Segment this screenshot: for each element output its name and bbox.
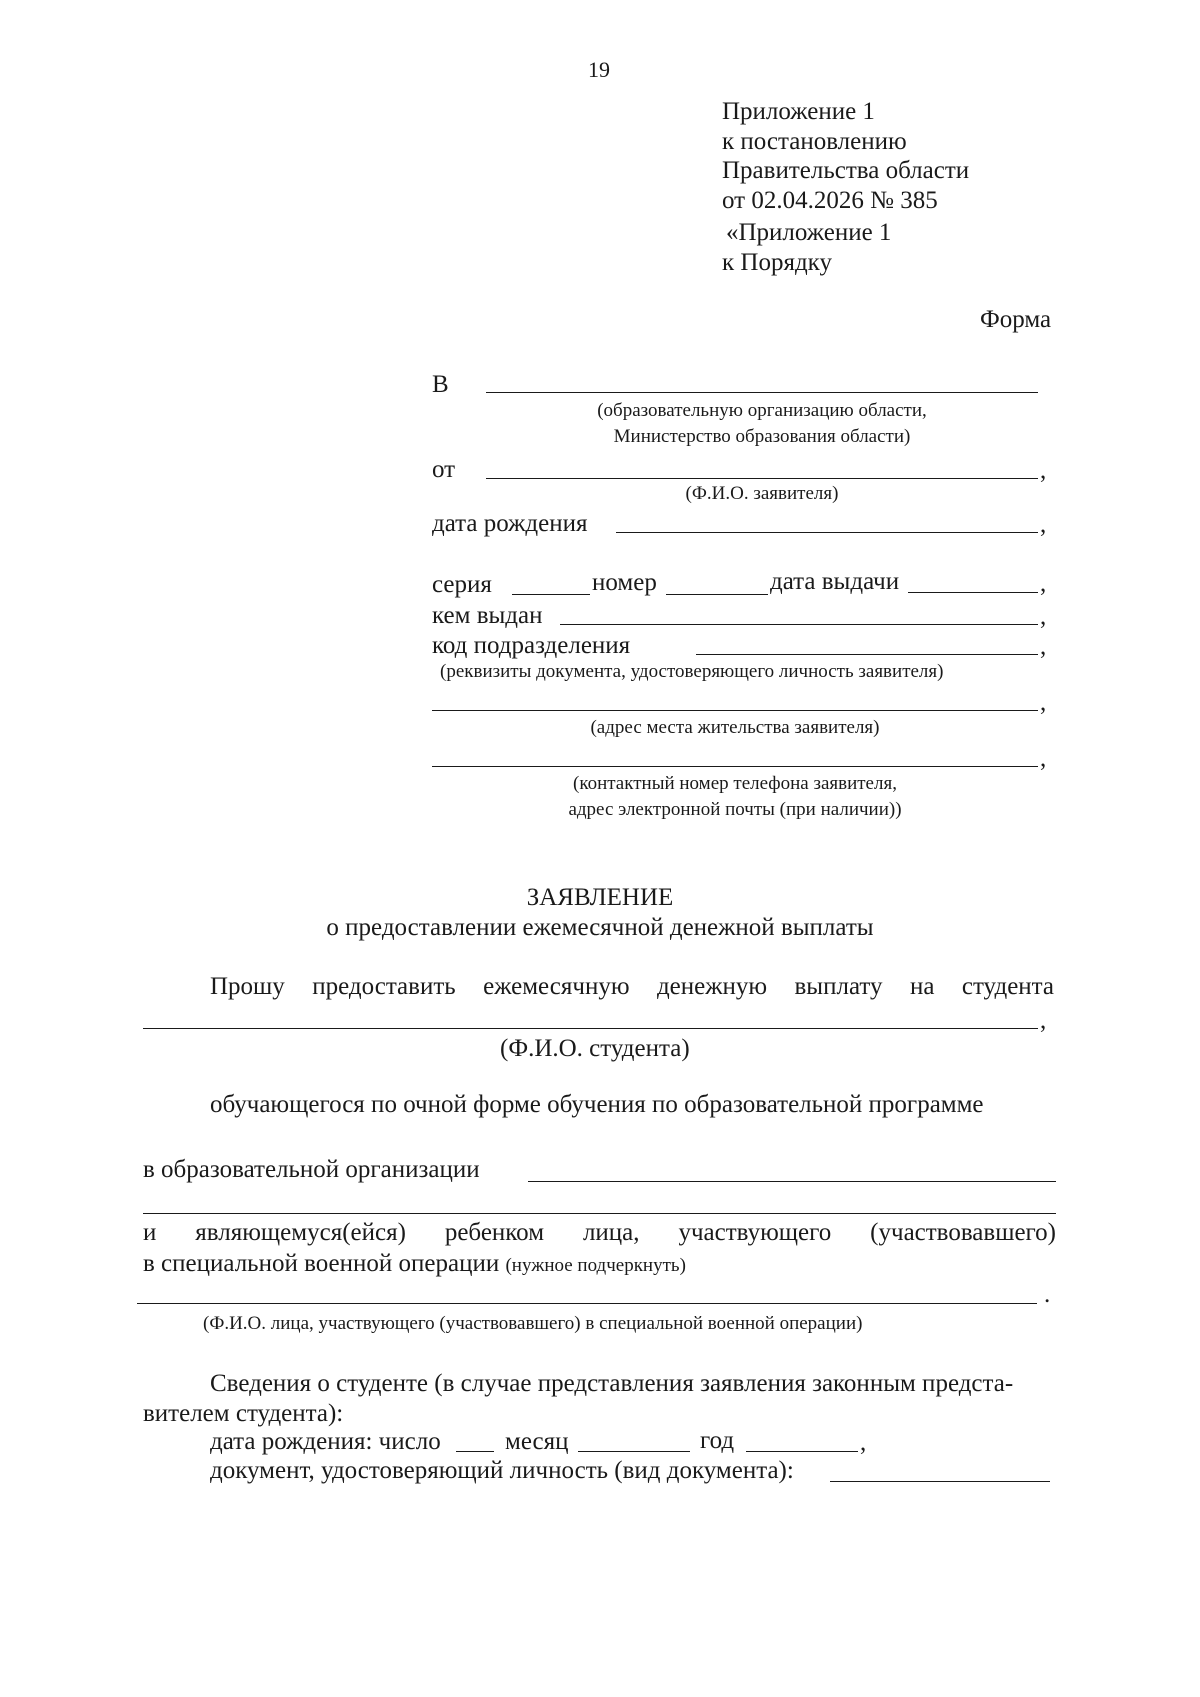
dob-year-line[interactable] [746,1451,858,1452]
birth-date-comma: , [1040,511,1047,538]
form-label: Форма [980,306,1052,333]
dob-label: дата рождения: число [210,1428,441,1455]
student-name-line[interactable] [143,1028,1038,1029]
issued-by-comma: , [1040,603,1047,630]
org-line[interactable] [528,1181,1056,1182]
birth-date-line[interactable] [616,532,1038,533]
student-caption: (Ф.И.О. студента) [500,1035,690,1062]
student-name-comma: , [1040,1007,1047,1034]
id-caption: (реквизиты документа, удостоверяющего личность заявителя) [440,661,944,682]
id-doc-line[interactable] [830,1481,1050,1482]
org-label: в образовательной организации [143,1156,480,1183]
studying-line: обучающегося по очной форме обучения по образовательной программе [210,1091,984,1118]
to-line[interactable] [486,392,1038,393]
to-caption-1: (образовательную организацию области, [597,400,927,421]
appendix-line-4: от 02.04.2026 № 385 [722,187,938,214]
address-caption: (адрес места жительства заявителя) [590,717,880,738]
from-comma: , [1040,457,1047,484]
from-caption: (Ф.И.О. заявителя) [685,483,839,504]
division-code-line[interactable] [696,654,1038,655]
contact-caption-1: (контактный номер телефона заявителя, [573,773,897,794]
number-line[interactable] [666,594,768,595]
to-caption-2: Министерство образования области) [613,426,911,447]
address-line[interactable] [432,710,1038,711]
series-label: серия [432,571,492,598]
dob-month-line[interactable] [578,1451,690,1452]
to-prefix: В [432,371,449,398]
issue-date-line[interactable] [908,592,1038,593]
document-subtitle: о предоставлении ежемесячной денежной выплаты [326,914,874,941]
id-doc-label: документ, удостоверяющий личность (вид документа): [210,1457,794,1484]
contact-line[interactable] [432,766,1038,767]
issued-by-label: кем выдан [432,602,543,629]
participant-name-line[interactable] [137,1303,1037,1304]
dob-day-line[interactable] [456,1451,494,1452]
document-title: ЗАЯВЛЕНИЕ [526,884,674,911]
page-number: 19 [588,57,610,82]
svo-text: в специальной военной операции [143,1250,500,1277]
number-label: номер [592,569,657,596]
series-line[interactable] [512,594,590,595]
issued-by-line[interactable] [560,624,1038,625]
issue-date-comma: , [1040,570,1047,597]
participant-period: . [1044,1281,1051,1308]
svo-line [143,1249,686,1279]
issue-date-label: дата выдачи [770,568,900,595]
division-code-label: код подразделения [432,632,631,659]
contact-caption-2: адрес электронной почты (при наличии)) [568,799,902,820]
appendix-line-5: «Приложение 1 [726,219,892,246]
participant-caption: (Ф.И.О. лица, участвующего (участвовавшего) в специальной военной операции) [203,1313,863,1334]
svo-note: (нужное подчеркнуть) [505,1255,686,1276]
birth-date-label: дата рождения [432,510,588,537]
appendix-line-6: к Порядку [722,249,832,276]
from-line[interactable] [486,478,1038,479]
appendix-line-1: Приложение 1 [722,98,875,125]
dob-year-label: год [700,1427,735,1454]
appendix-line-3: Правительства области [722,157,970,184]
dob-comma: , [860,1429,867,1456]
contact-comma: , [1040,745,1047,772]
student-info-line-1: Сведения о студенте (в случае представления заявления законным предста- [210,1370,1014,1397]
program-line[interactable] [143,1213,1056,1214]
request-line: Прошу предоставить ежемесячную денежную выплату на студента [210,973,1054,1000]
appendix-line-2: к постановлению [722,128,907,155]
student-info-line-2: вителем студента): [143,1400,344,1427]
dob-month-label: месяц [505,1428,569,1455]
address-comma: , [1040,689,1047,716]
division-code-comma: , [1040,633,1047,660]
from-prefix: от [432,456,456,483]
child-line: и являющемуся(ейся) ребенком лица, участвующего (участвовавшего) [143,1219,1056,1246]
